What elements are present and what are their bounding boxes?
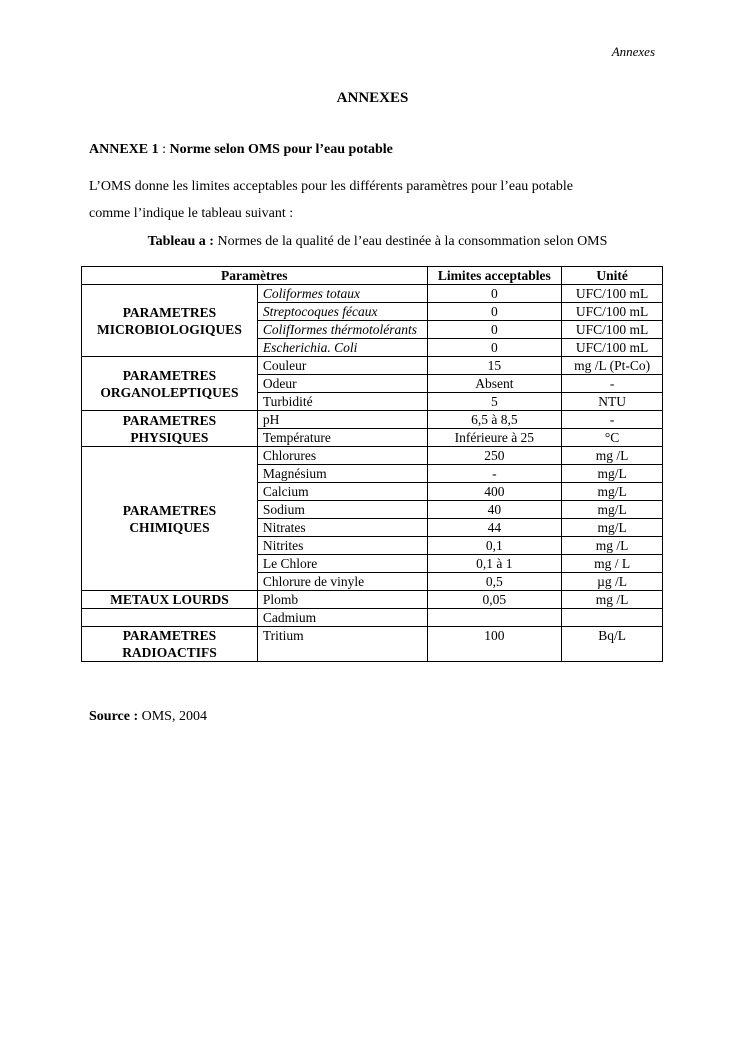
param-cell: pH (257, 411, 427, 429)
param-cell: Nitrates (257, 519, 427, 537)
intro-line-2: comme l’indique le tableau suivant : (89, 206, 294, 221)
param-cell: Cadmium (257, 609, 427, 627)
header-unite: Unité (562, 267, 663, 285)
annex-separator: : (158, 142, 170, 157)
table-row (82, 411, 663, 429)
param-cell: Température (257, 429, 427, 447)
limit-cell: 40 (427, 501, 562, 519)
unit-cell (562, 609, 663, 627)
unit-cell: mg /L (Pt-Co) (562, 357, 663, 375)
param-cell: Sodium (257, 501, 427, 519)
limit-cell: 0,1 (427, 537, 562, 555)
limit-cell: - (427, 465, 562, 483)
unit-cell: µg /L (562, 573, 663, 591)
unit-cell: mg /L (562, 537, 663, 555)
limit-cell: 15 (427, 357, 562, 375)
unit-cell: mg/L (562, 483, 663, 501)
category-organoleptiques: PARAMETRES ORGANOLEPTIQUES (82, 357, 258, 411)
unit-cell: mg/L (562, 519, 663, 537)
unit-cell: Bq/L (562, 627, 663, 662)
limit-cell: 0 (427, 285, 562, 303)
category-radioactifs: PARAMETRES RADIOACTIFS (82, 627, 258, 662)
category-metaux-lourds: METAUX LOURDS (82, 591, 258, 609)
header-limites: Limites acceptables (427, 267, 562, 285)
empty-category-cell (82, 609, 258, 627)
unit-cell: UFC/100 mL (562, 339, 663, 357)
table-row (82, 357, 663, 375)
annex-title: Norme selon OMS pour l’eau potable (169, 142, 393, 157)
table-caption-text: Normes de la qualité de l’eau destinée à la consommation selon OMS (213, 234, 608, 249)
unit-cell: - (562, 411, 663, 429)
table-row (82, 591, 663, 609)
intro-line-1: L’OMS donne les limites acceptables pour les différents paramètres pour l’eau potable (89, 179, 574, 194)
annex-heading (89, 142, 393, 158)
param-cell: Tritium (257, 627, 427, 662)
param-cell: Couleur (257, 357, 427, 375)
param-cell: Calcium (257, 483, 427, 501)
limit-cell: 0 (427, 303, 562, 321)
limit-cell: Inférieure à 25 (427, 429, 562, 447)
page-title: ANNEXES (336, 90, 409, 106)
intro-paragraph (89, 173, 659, 227)
unit-cell: UFC/100 mL (562, 285, 663, 303)
param-cell: Chlorure de vinyle (257, 573, 427, 591)
param-cell: Nitrites (257, 537, 427, 555)
table-caption-label: Tableau a : (147, 234, 214, 249)
table-header-row (82, 267, 663, 285)
limit-cell: 0 (427, 321, 562, 339)
param-cell: Plomb (257, 591, 427, 609)
unit-cell: UFC/100 mL (562, 321, 663, 339)
param-cell: Le Chlore (257, 555, 427, 573)
limit-cell: 6,5 à 8,5 (427, 411, 562, 429)
unit-cell: mg /L (562, 591, 663, 609)
source-label: Source : (89, 709, 139, 724)
limit-cell: 0 (427, 339, 562, 357)
limit-cell: 0,05 (427, 591, 562, 609)
param-cell: ColifIormes thérmotolérants (257, 321, 427, 339)
unit-cell: NTU (562, 393, 663, 411)
limit-cell: 100 (427, 627, 562, 662)
unit-cell: mg/L (562, 465, 663, 483)
table-row (82, 447, 663, 465)
category-chimiques: PARAMETRES CHIMIQUES (82, 447, 258, 591)
limit-cell: 400 (427, 483, 562, 501)
param-cell: Magnésium (257, 465, 427, 483)
limit-cell: 0,1 à 1 (427, 555, 562, 573)
unit-cell: mg /L (562, 447, 663, 465)
category-physiques: PARAMETRES PHYSIQUES (82, 411, 258, 447)
source-note (89, 709, 207, 725)
param-cell: Odeur (257, 375, 427, 393)
limit-cell: Absent (427, 375, 562, 393)
source-text: OMS, 2004 (138, 709, 207, 724)
category-microbiologiques: PARAMETRES MICROBIOLOGIQUES (82, 285, 258, 357)
unit-cell: mg / L (562, 555, 663, 573)
norms-table (81, 266, 663, 662)
limit-cell: 250 (427, 447, 562, 465)
limit-cell (427, 609, 562, 627)
param-cell: Streptocoques fécaux (257, 303, 427, 321)
param-cell: Coliformes totaux (257, 285, 427, 303)
header-parametres: Paramètres (82, 267, 428, 285)
table-caption (0, 234, 745, 250)
limit-cell: 0,5 (427, 573, 562, 591)
running-head: Annexes (611, 44, 655, 59)
unit-cell: - (562, 375, 663, 393)
table-row (82, 627, 663, 662)
param-cell: Escherichia. Coli (257, 339, 427, 357)
limit-cell: 44 (427, 519, 562, 537)
unit-cell: UFC/100 mL (562, 303, 663, 321)
param-cell: Turbidité (257, 393, 427, 411)
unit-cell: °C (562, 429, 663, 447)
annex-label: ANNEXE 1 (89, 142, 159, 157)
table-row (82, 285, 663, 303)
limit-cell: 5 (427, 393, 562, 411)
table-row (82, 609, 663, 627)
unit-cell: mg/L (562, 501, 663, 519)
param-cell: Chlorures (257, 447, 427, 465)
